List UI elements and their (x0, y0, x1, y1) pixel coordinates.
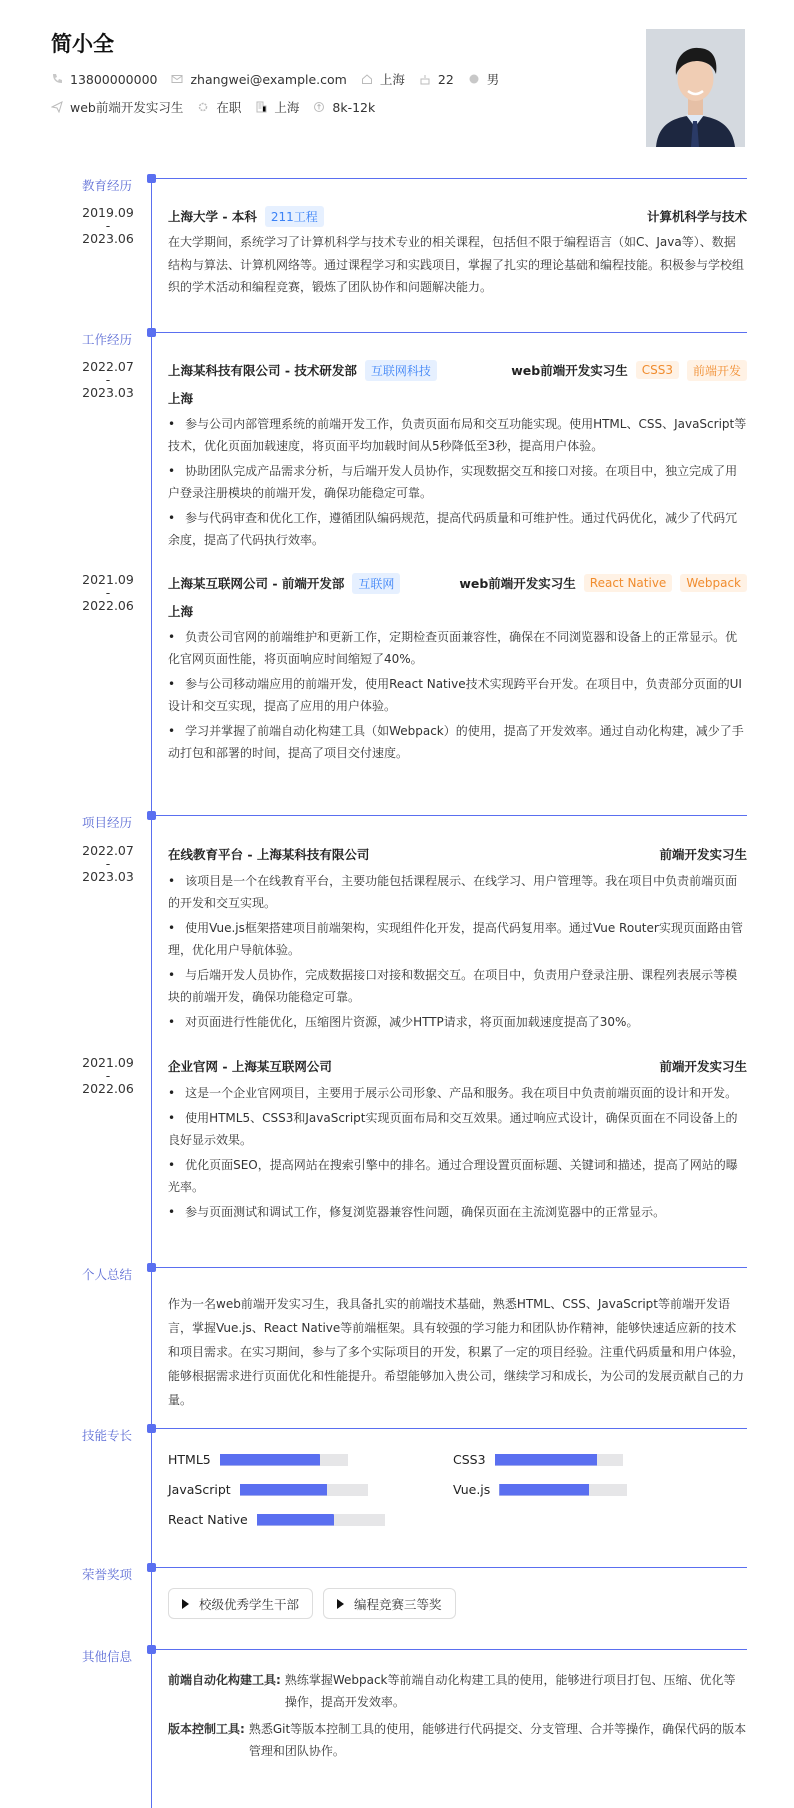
skill-item (168, 1452, 453, 1467)
start-date: 2022.07 (82, 843, 134, 858)
company: 上海某科技有限公司 - 技术研发部 (168, 363, 357, 378)
bullet: • 协助团队完成产品需求分析，与后端开发人员协作，实现数据交互和接口对接。在项目中，独立完成了用户登录注册模块的前端开发，确保功能稳定可靠。 (168, 460, 747, 504)
skill-name: React Native (168, 1512, 248, 1527)
play-icon (337, 1599, 344, 1609)
intent-row (51, 98, 389, 116)
status-icon (197, 101, 209, 113)
end-date: 2023.03 (82, 385, 134, 400)
section-title: 技能专长 (82, 1428, 133, 1443)
award-item[interactable] (168, 1588, 313, 1619)
divider (152, 1649, 747, 1650)
project-name: 在线教育平台 - 上海某科技有限公司 (168, 847, 370, 862)
company: 上海某互联网公司 - 前端开发部 (168, 576, 345, 591)
play-icon (182, 1599, 189, 1609)
skill-item (453, 1482, 738, 1497)
section-title: 其他信息 (82, 1649, 133, 1664)
section-header-work (0, 332, 794, 352)
profile-photo (646, 29, 745, 147)
skill-bar-fill (240, 1484, 327, 1496)
date-sep: - (105, 856, 111, 871)
age: 22 (437, 71, 454, 87)
skill-name: JavaScript (168, 1482, 231, 1497)
skill-bar-fill (499, 1484, 589, 1496)
section-header-awards (0, 1567, 794, 1587)
salary: 8k-12k (332, 99, 376, 115)
bullet: • 负责公司官网的前端维护和更新工作，定期检查页面兼容性，确保在不同浏览器和设备上的正常显示。优化官网页面性能，将页面响应时间缩短了40%。 (168, 626, 747, 670)
other-item (168, 1670, 747, 1713)
role: web前端开发实习生 (459, 576, 576, 591)
city: 上海 (379, 72, 405, 87)
divider (152, 332, 747, 333)
start-date: 2022.07 (82, 359, 134, 374)
other-text: 熟悉Git等版本控制工具的使用，能够进行代码提交、分支管理、合并等操作，确保代码的版本管理和团队协作。 (248, 1722, 747, 1758)
bullet: • 参与公司内部管理系统的前端开发工作，负责页面布局和交互功能实现。使用HTML、CSS、JavaScript等技术，优化页面加载速度，将页面平均加载时间从5秒降低至3秒，提高用户体验。 (168, 413, 747, 457)
section-title: 教育经历 (82, 178, 133, 193)
divider (152, 1428, 747, 1429)
candidate-name: 简小全 (51, 32, 114, 56)
contact-row (51, 70, 513, 88)
start-date: 2021.09 (82, 1055, 134, 1070)
date-sep: - (105, 1068, 111, 1083)
phone-icon (51, 73, 63, 85)
gender: 男 (486, 72, 500, 87)
school: 上海大学 - 本科 (168, 209, 257, 224)
award-item[interactable] (323, 1588, 456, 1619)
skill-tag: React Native (584, 574, 673, 592)
skill-item (168, 1482, 453, 1497)
bullet: • 参与页面测试和调试工作，修复浏览器兼容性问题，确保页面在主流浏览器中的正常显示。 (168, 1201, 747, 1223)
job-status: 在职 (216, 100, 242, 115)
section-title: 工作经历 (82, 332, 133, 347)
divider (152, 178, 747, 179)
bullet: • 这是一个企业官网项目，主要用于展示公司形象、产品和服务。我在项目中负责前端页面的设计和开发。 (168, 1082, 747, 1104)
other-label: 前端自动化构建工具: (168, 1673, 281, 1687)
age-icon (419, 73, 431, 85)
gender-icon (468, 73, 480, 85)
date-sep: - (105, 585, 111, 600)
skill-bar-fill (257, 1514, 334, 1526)
job-target: web前端开发实习生 (70, 100, 184, 115)
divider (152, 1267, 747, 1268)
skill-bar (220, 1454, 348, 1466)
home-icon (361, 73, 373, 85)
work-city: 上海 (168, 604, 194, 619)
bullet: • 对页面进行性能优化，压缩图片资源，减少HTTP请求，将页面加载速度提高了30%。 (168, 1011, 747, 1033)
date-sep: - (105, 218, 111, 233)
award-label: 校级优秀学生干部 (199, 1596, 300, 1612)
section-title: 荣誉奖项 (82, 1567, 133, 1582)
skill-name: Vue.js (453, 1482, 491, 1497)
work-city: 上海 (168, 391, 194, 406)
major: 计算机科学与技术 (646, 209, 747, 224)
other-item (168, 1719, 747, 1762)
end-date: 2022.06 (82, 1081, 134, 1096)
divider (152, 1567, 747, 1568)
education-desc: 在大学期间，系统学习了计算机科学与技术专业的相关课程，包括但不限于编程语言（如C、Java等）、数据结构与算法、计算机网络等。通过课程学习和实践项目，掌握了扎实的理论基础和编程技能。积极参与学校组织的学术活动和编程竞赛，锻炼了团队协作和问题解决能力。 (168, 235, 745, 294)
bullet: • 优化页面SEO，提高网站在搜索引擎中的排名。通过合理设置页面标题、关键词和描述，提高了网站的曝光率。 (168, 1154, 747, 1198)
summary-text: 作为一名web前端开发实习生，我具备扎实的前端技术基础，熟悉HTML、CSS、JavaScript等前端开发语言，掌握Vue.js、React Native等前端框架。具有较强的学习能力和团队协作精神，能够快速适应新的技术和项目需求。在实习期间，参与了多个实际项目的开发，积累了一定的项目经验。注重代码质量和用户体验，能够根据需求进行页面优化和性能提升。希望能够加入贵公司，继续学习和成长，为公司的发展贡献自己的力量。 (168, 1297, 745, 1407)
bullet: • 该项目是一个在线教育平台，主要功能包括课程展示、在线学习、用户管理等。我在项目中负责前端页面的开发和交互实现。 (168, 870, 747, 914)
other-text: 熟练掌握Webpack等前端自动化构建工具的使用，能够进行项目打包、压缩、优化等操作，提高开发效率。 (284, 1673, 736, 1709)
section-header-other (0, 1649, 794, 1669)
bullet: • 参与公司移动端应用的前端开发，使用React Native技术实现跨平台开发。在项目中，负责部分页面的UI设计和交互实现，提高了应用的用户体验。 (168, 673, 747, 717)
skill-bar-fill (220, 1454, 320, 1466)
award-label: 编程竞赛三等奖 (354, 1596, 442, 1612)
bullet: • 参与代码审查和优化工作，遵循团队编码规范，提高代码质量和可维护性。通过代码优化，减少了代码冗余度，提高了代码执行效率。 (168, 507, 747, 551)
industry-tag: 互联网 (352, 573, 400, 594)
start-date: 2021.09 (82, 572, 134, 587)
skill-name: CSS3 (453, 1452, 486, 1467)
industry-tag: 互联网科技 (365, 360, 437, 381)
skill-item (168, 1512, 453, 1527)
send-icon (51, 101, 63, 113)
skill-tag: CSS3 (636, 361, 679, 379)
section-header-projects (0, 815, 794, 835)
project-role: 前端开发实习生 (659, 1059, 747, 1074)
target-city: 上海 (274, 100, 300, 115)
mail-icon (171, 73, 183, 85)
end-date: 2023.06 (82, 231, 134, 246)
section-header-skills (0, 1428, 794, 1448)
building-icon (255, 101, 267, 113)
bullet: • 使用Vue.js框架搭建项目前端架构，实现组件化开发，提高代码复用率。通过Vue Router实现页面路由管理，优化用户导航体验。 (168, 917, 747, 961)
bullet: • 与后端开发人员协作，完成数据接口对接和数据交互。在项目中，负责用户登录注册、课程列表展示等模块的前端开发，确保功能稳定可靠。 (168, 964, 747, 1008)
other-label: 版本控制工具: (168, 1722, 245, 1736)
bullet: • 学习并掌握了前端自动化构建工具（如Webpack）的使用，提高了开发效率。通过自动化构建，减少了手动打包和部署的时间，提高了项目交付速度。 (168, 720, 747, 764)
salary-icon (313, 101, 325, 113)
skill-name: HTML5 (168, 1452, 211, 1467)
phone: 13800000000 (70, 71, 158, 87)
section-header-summary (0, 1267, 794, 1287)
skill-tag: 前端开发 (687, 360, 747, 381)
project-name: 企业官网 - 上海某互联网公司 (168, 1059, 332, 1074)
project-role: 前端开发实习生 (659, 847, 747, 862)
skill-item (453, 1452, 738, 1467)
bullet: • 使用HTML5、CSS3和JavaScript实现页面布局和交互效果。通过响应式设计，确保页面在不同设备上的良好显示效果。 (168, 1107, 747, 1151)
section-header-education (0, 178, 794, 198)
date-sep: - (105, 372, 111, 387)
skill-bar (240, 1484, 368, 1496)
role: web前端开发实习生 (511, 363, 628, 378)
section-title: 个人总结 (82, 1267, 133, 1282)
skill-bar (495, 1454, 623, 1466)
skill-bar (499, 1484, 627, 1496)
divider (152, 815, 747, 816)
start-date: 2019.09 (82, 205, 134, 220)
end-date: 2022.06 (82, 598, 134, 613)
email: zhangwei@example.com (190, 71, 347, 87)
section-title: 项目经历 (82, 815, 133, 830)
end-date: 2023.03 (82, 869, 134, 884)
skill-bar-fill (495, 1454, 597, 1466)
skill-tag: Webpack (680, 574, 747, 592)
skill-bar (257, 1514, 385, 1526)
school-tag: 211工程 (265, 206, 324, 227)
